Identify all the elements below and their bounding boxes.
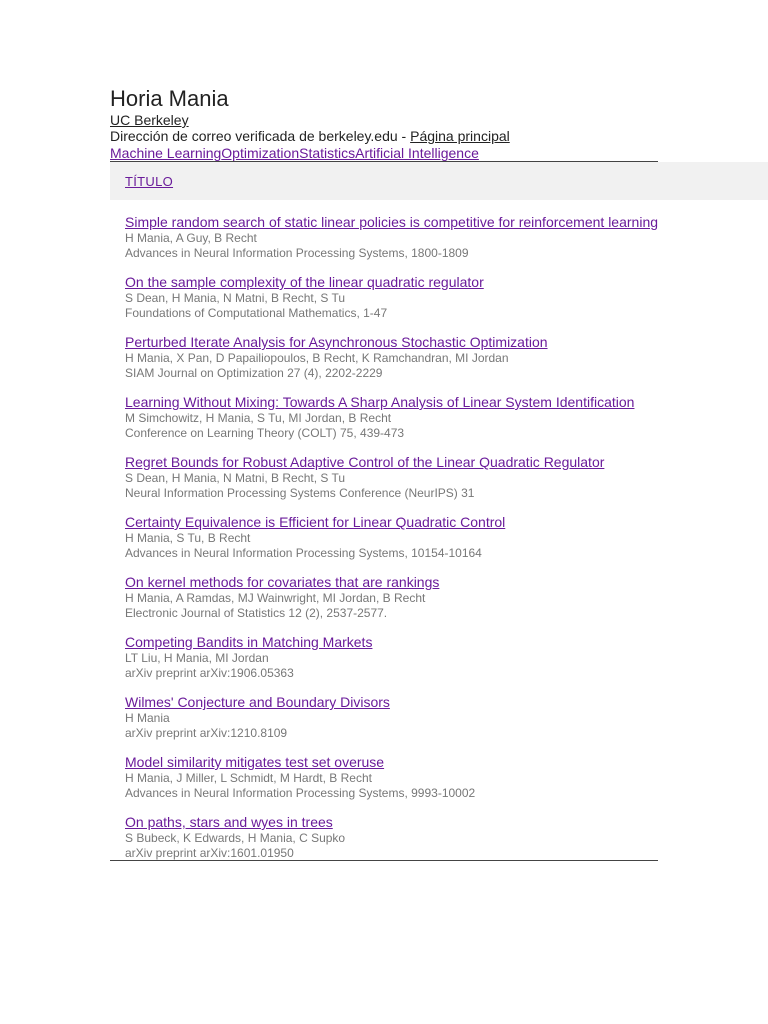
publication-item (125, 574, 658, 620)
publication-venue: Advances in Neural Information Processing Systems, 1800-1809 (125, 245, 469, 260)
affiliation-line (110, 112, 658, 128)
interest-link[interactable]: Machine Learning (110, 145, 222, 161)
publication-venue: SIAM Journal on Optimization 27 (4), 2202-2229 (125, 365, 383, 380)
publication-item (125, 754, 658, 800)
publication-venue: arXiv preprint arXiv:1906.05363 (125, 665, 294, 680)
title-sort-link[interactable]: TÍTULO (125, 174, 174, 189)
publication-authors: H Mania, A Guy, B Recht (125, 231, 257, 245)
publication-title-link[interactable]: Wilmes' Conjecture and Boundary Divisors (125, 694, 390, 710)
publication-item (125, 814, 658, 860)
publication-authors: H Mania, S Tu, B Recht (125, 531, 251, 545)
homepage-link[interactable]: Página principal (410, 128, 510, 144)
profile-page (110, 86, 658, 861)
publication-venue: Foundations of Computational Mathematics, 1-47 (125, 305, 388, 320)
publication-title-link[interactable]: On the sample complexity of the linear quadratic regulator (125, 274, 484, 290)
publication-title-link[interactable]: Certainty Equivalence is Efficient for Linear Quadratic Control (125, 514, 506, 530)
publication-venue: Advances in Neural Information Processing Systems, 9993-10002 (125, 785, 476, 800)
publication-venue: Neural Information Processing Systems Conference (NeurIPS) 31 (125, 485, 475, 500)
publication-venue: Advances in Neural Information Processing Systems, 10154-10164 (125, 545, 482, 560)
publication-venue: arXiv preprint arXiv:1210.8109 (125, 725, 288, 740)
affiliation-link[interactable]: UC Berkeley (110, 112, 189, 128)
publication-item (125, 694, 658, 740)
interest-link[interactable]: Statistics (299, 145, 356, 161)
interests-row (110, 145, 658, 162)
publication-authors: H Mania, X Pan, D Papailiopoulos, B Recht, K Ramchandran, MI Jordan (125, 351, 509, 365)
publication-item (125, 334, 658, 380)
publication-title-link[interactable]: Learning Without Mixing: Towards A Sharp Analysis of Linear System Identification (125, 394, 635, 410)
publication-authors: S Bubeck, K Edwards, H Mania, C Supko (125, 831, 346, 845)
publication-title-link[interactable]: Regret Bounds for Robust Adaptive Control of the Linear Quadratic Regulator (125, 454, 605, 470)
publication-title-link[interactable]: Simple random search of static linear policies is competitive for reinforcement learning (125, 214, 659, 230)
publication-authors: H Mania, A Ramdas, MJ Wainwright, MI Jordan, B Recht (125, 591, 426, 605)
publication-authors: LT Liu, H Mania, MI Jordan (125, 651, 269, 665)
publication-item (125, 454, 658, 500)
publication-authors: S Dean, H Mania, N Matni, B Recht, S Tu (125, 471, 346, 485)
publication-item (125, 634, 658, 680)
publication-venue: arXiv preprint arXiv:1601.01950 (125, 845, 294, 860)
publication-authors: M Simchowitz, H Mania, S Tu, MI Jordan, B Recht (125, 411, 392, 425)
publication-item (125, 214, 658, 260)
publication-authors: S Dean, H Mania, N Matni, B Recht, S Tu (125, 291, 346, 305)
bottom-divider (110, 860, 658, 861)
publication-title-link[interactable]: Perturbed Iterate Analysis for Asynchronous Stochastic Optimization (125, 334, 548, 350)
interest-link[interactable]: Optimization (221, 145, 300, 161)
publication-item (125, 514, 658, 560)
publication-venue: Electronic Journal of Statistics 12 (2), 2537-2577. (125, 605, 388, 620)
publication-authors: H Mania, J Miller, L Schmidt, M Hardt, B Recht (125, 771, 372, 785)
email-text: Dirección de correo verificada de berkeley.edu - (110, 128, 411, 144)
interest-link[interactable]: Artificial Intelligence (355, 145, 479, 161)
publication-item (125, 274, 658, 320)
publication-venue: Conference on Learning Theory (COLT) 75, 439-473 (125, 425, 405, 440)
email-line (110, 128, 658, 145)
publication-title-link[interactable]: Competing Bandits in Matching Markets (125, 634, 373, 650)
publication-item (125, 394, 658, 440)
profile-name: Horia Mania (110, 86, 229, 111)
publication-title-link[interactable]: On paths, stars and wyes in trees (125, 814, 333, 830)
publication-title-link[interactable]: Model similarity mitigates test set overuse (125, 754, 385, 770)
publication-list (110, 214, 658, 860)
table-header (110, 162, 768, 200)
publication-title-link[interactable]: On kernel methods for covariates that are rankings (125, 574, 440, 590)
publication-authors: H Mania (125, 711, 170, 725)
